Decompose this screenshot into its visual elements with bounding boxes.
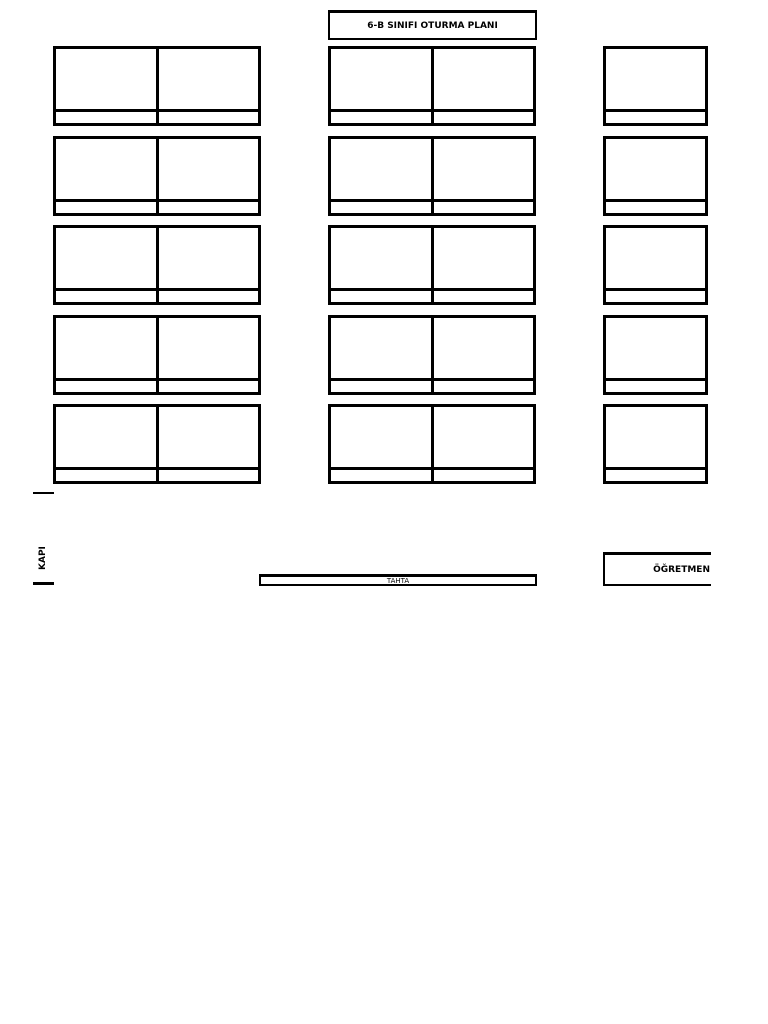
seat-photo-area [56, 318, 157, 381]
seat [56, 407, 157, 481]
seat-photo-area [56, 49, 157, 112]
seat-student-name [432, 468, 533, 481]
seat [157, 407, 258, 481]
seat-student-name [157, 379, 258, 392]
door-line-top [33, 492, 54, 494]
seat-photo-area [331, 139, 432, 202]
desk-left-row-5 [53, 404, 261, 484]
desk-left-row-2 [53, 136, 261, 216]
seat-divider [431, 228, 434, 302]
seat-student-name [606, 289, 705, 302]
seat-student-name [56, 379, 157, 392]
seat-student-name [432, 200, 533, 213]
door-line-bottom [33, 582, 54, 585]
seat-divider [431, 407, 434, 481]
seat [157, 318, 258, 392]
seat [606, 407, 705, 481]
desk-right-row-4 [603, 315, 708, 395]
seat [432, 49, 533, 123]
seat-photo-area [432, 407, 533, 470]
seat [606, 318, 705, 392]
seat-photo-area [331, 49, 432, 112]
seat-divider [156, 407, 159, 481]
teacher-desk: ÖĞRETMEN [603, 552, 711, 586]
seat-student-name [56, 468, 157, 481]
seat-photo-area [606, 139, 705, 202]
seat-photo-area [432, 318, 533, 381]
desk-left-row-4 [53, 315, 261, 395]
seat-student-name [606, 468, 705, 481]
seat-photo-area [331, 407, 432, 470]
seat-divider [431, 49, 434, 123]
seat [331, 49, 432, 123]
seat-student-name [157, 200, 258, 213]
desk-middle-row-2 [328, 136, 536, 216]
seat [56, 228, 157, 302]
seat-student-name [56, 200, 157, 213]
seat-photo-area [606, 407, 705, 470]
seat [56, 49, 157, 123]
seat-divider [431, 139, 434, 213]
seat-student-name [331, 468, 432, 481]
seat-student-name [606, 379, 705, 392]
desk-middle-row-1 [328, 46, 536, 126]
seat [157, 228, 258, 302]
seat [432, 318, 533, 392]
seat-student-name [56, 110, 157, 123]
seat-photo-area [56, 407, 157, 470]
seat [606, 228, 705, 302]
desk-right-row-1 [603, 46, 708, 126]
seat-divider [156, 49, 159, 123]
seat-divider [431, 318, 434, 392]
seat-photo-area [157, 318, 258, 381]
desk-middle-row-5 [328, 404, 536, 484]
seat-student-name [331, 110, 432, 123]
seat-photo-area [432, 49, 533, 112]
seat-student-name [157, 289, 258, 302]
seat [331, 318, 432, 392]
seat [432, 139, 533, 213]
desk-middle-row-4 [328, 315, 536, 395]
desk-right-row-5 [603, 404, 708, 484]
seat-student-name [157, 468, 258, 481]
seat [56, 318, 157, 392]
seat-divider [156, 139, 159, 213]
seat [606, 139, 705, 213]
seat-photo-area [157, 139, 258, 202]
seat-student-name [432, 110, 533, 123]
seat-photo-area [331, 228, 432, 291]
page-title: 6-B SINIFI OTURMA PLANI [328, 10, 537, 40]
seat-photo-area [432, 228, 533, 291]
desk-left-row-3 [53, 225, 261, 305]
seat-photo-area [56, 139, 157, 202]
seat [331, 228, 432, 302]
desk-middle-row-3 [328, 225, 536, 305]
seat-student-name [331, 200, 432, 213]
seat [331, 407, 432, 481]
seat-photo-area [56, 228, 157, 291]
seat-photo-area [157, 407, 258, 470]
seat-photo-area [157, 49, 258, 112]
seat-divider [156, 318, 159, 392]
desk-left-row-1 [53, 46, 261, 126]
seat-student-name [331, 379, 432, 392]
seat [157, 139, 258, 213]
seat [606, 49, 705, 123]
seat-student-name [432, 379, 533, 392]
door [33, 492, 54, 585]
seat-photo-area [606, 318, 705, 381]
seat-student-name [157, 110, 258, 123]
seat-student-name [331, 289, 432, 302]
seat-student-name [432, 289, 533, 302]
seat [56, 139, 157, 213]
seat [331, 139, 432, 213]
seat-photo-area [432, 139, 533, 202]
seat-photo-area [606, 228, 705, 291]
seat [432, 407, 533, 481]
desk-right-row-2 [603, 136, 708, 216]
seat-photo-area [606, 49, 705, 112]
desk-right-row-3 [603, 225, 708, 305]
blackboard: TAHTA [259, 574, 537, 586]
door-label: KAPI [38, 546, 48, 570]
seat-student-name [606, 200, 705, 213]
seat-student-name [56, 289, 157, 302]
seat-photo-area [331, 318, 432, 381]
seat-photo-area [157, 228, 258, 291]
seat [432, 228, 533, 302]
seat [157, 49, 258, 123]
seat-divider [156, 228, 159, 302]
seat-student-name [606, 110, 705, 123]
